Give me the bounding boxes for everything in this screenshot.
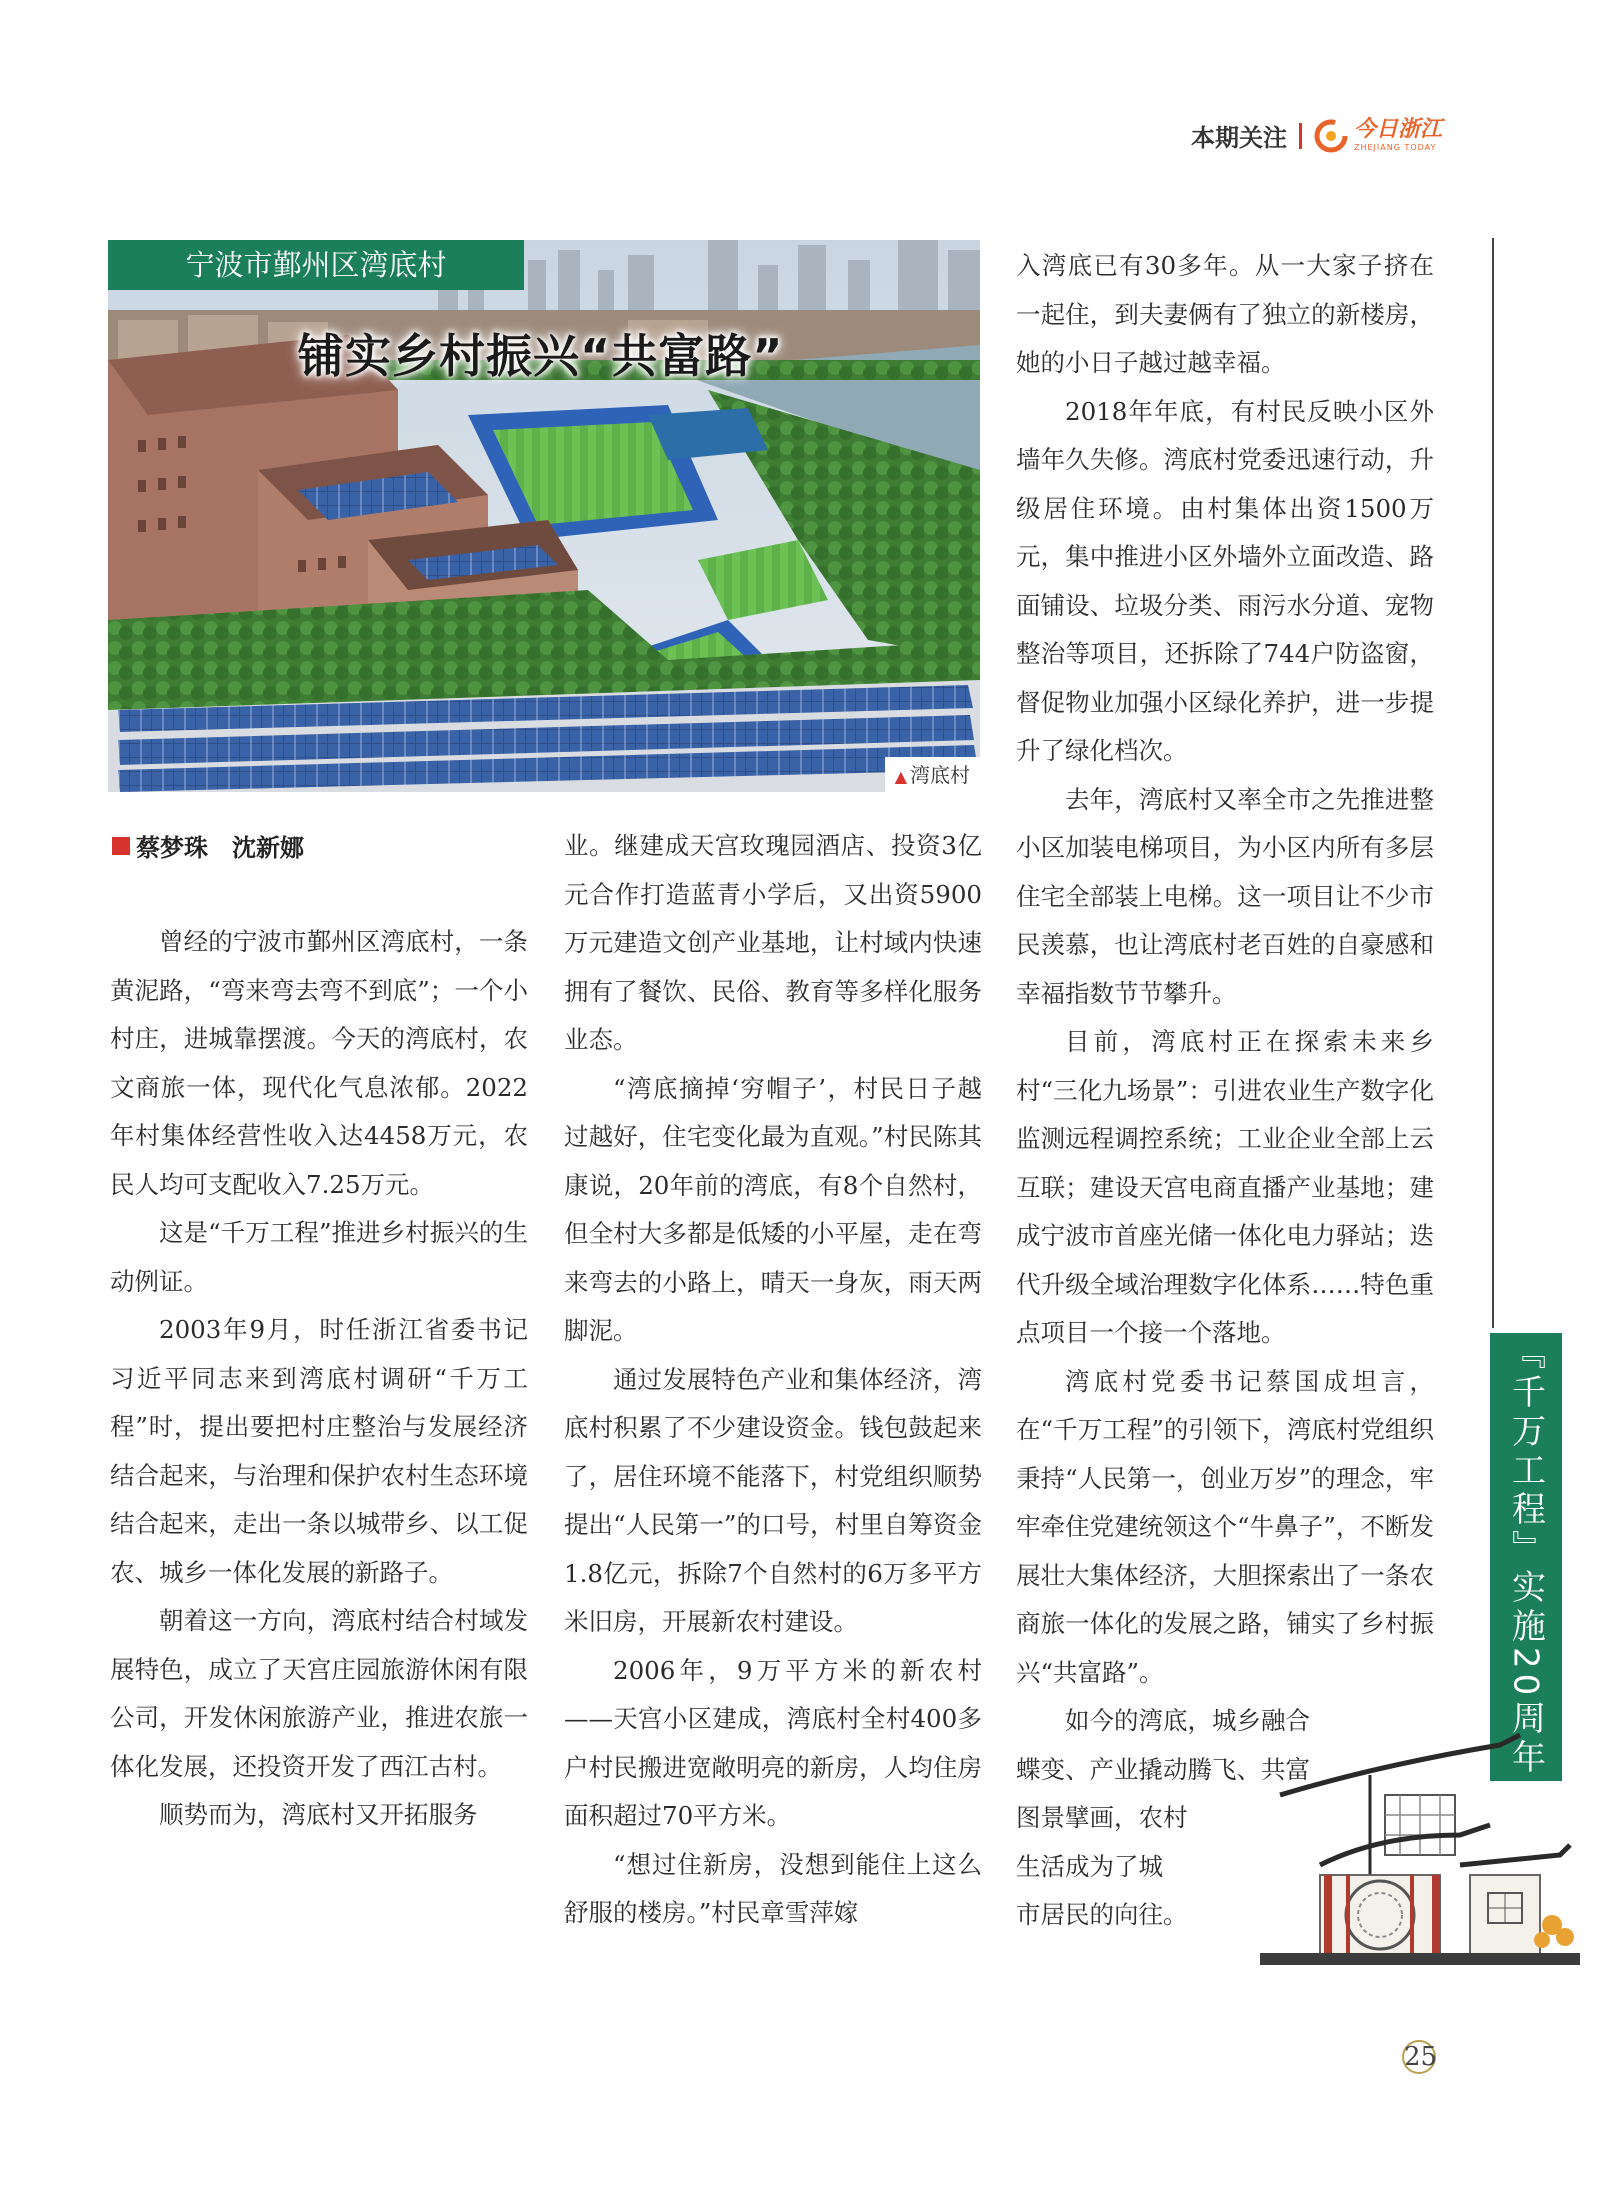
text-column-3 xyxy=(1016,242,1434,1940)
photo-caption-text: 湾底村 xyxy=(910,763,970,787)
paragraph: 去年，湾底村又率全市之先推进整小区加装电梯项目，为小区内所有多层住宅全部装上电梯。这一项目让不少市民羡慕，也让湾底村老百姓的自豪感和幸福指数节节攀升。 xyxy=(1016,784,1434,1008)
paragraph: 这是“千万工程”推进乡村振兴的生动例证。 xyxy=(110,1218,528,1296)
side-banner-text: 『千万工程』实施20周年 xyxy=(1505,1335,1546,1779)
closing-line: 蝶变、产业撬动腾飞、共富 xyxy=(1016,1754,1310,1784)
photo-caption xyxy=(885,757,980,792)
closing-line: 市居民的向往。 xyxy=(1016,1900,1188,1929)
paragraph: 朝着这一方向，湾底村结合村域发展特色，成立了天宫庄园旅游休闲有限公司，开发休闲旅游产业，推进农旅一体化发展，还投资开发了西江古村。 xyxy=(110,1606,528,1781)
triangle-icon: ▲ xyxy=(894,767,907,786)
paragraph: 2003年9月，时任浙江省委书记习近平同志来到湾底村调研“千万工程”时，提出要把村庄整治与发展经济结合起来，与治理和保护农村生态环境结合起来，走出一条以城带乡、以工促农、城乡一体化发展的新路子。 xyxy=(110,1315,528,1587)
brand-name: 今日浙江 xyxy=(1353,117,1442,142)
paragraph: 目前，湾底村正在探索未来乡村“三化九场景”：引进农业生产数字化监测远程调控系统；工业企业全部上云互联；建设天宫电商直播产业基地；建成宁波市首座光储一体化电力驿站；迭代升级全域治理数字化体系……特色重点项目一个接一个落地。 xyxy=(1016,1027,1434,1347)
text-column-2 xyxy=(564,822,982,1938)
paragraph: 通过发展特色产业和集体经济，湾底村积累了不少建设资金。钱包鼓起来了，居住环境不能落下，村党组织顺势提出“人民第一”的口号，村里自筹资金1.8亿元，拆除7个自然村的6万多平方米旧房，开展新农村建设。 xyxy=(564,1364,982,1636)
paragraph: 顺势而为，湾底村又开拓服务 xyxy=(159,1800,478,1829)
byline xyxy=(112,828,304,863)
paragraph: 湾底村党委书记蔡国成坦言，在“千万工程”的引领下，湾底村党组织秉持“人民第一，创业万岁”的理念，牢牢牵住党建统领这个“牛鼻子”，不断发展壮大集体经济，大胆探索出了一条农商旅一体化的发展之路，铺实了乡村振兴“共富路”。 xyxy=(1016,1366,1434,1687)
paragraph: 2018年年底，有村民反映小区外墙年久失修。湾底村党委迅速行动，升级居住环境。由村集体出资1500万元，集中推进小区外墙外立面改造、路面铺设、垃圾分类、雨污水分道、宠物整治等项目，还拆除了744户防盗窗，督促物业加强小区绿化养护，进一步提升了绿化档次。 xyxy=(1016,396,1434,765)
aerial-photo xyxy=(108,240,980,792)
author-names: 蔡梦珠 沈新娜 xyxy=(136,834,304,862)
paragraph: 曾经的宁波市鄞州区湾底村，一条黄泥路，“弯来弯去弯不到底”；一个小村庄，进城靠摆渡。今天的湾底村，农文商旅一体，现代化气息浓郁。2022年村集体经营性收入达4458万元，农民人均可支配收入7.25万元。 xyxy=(110,927,528,1199)
brand-name-en: ZHEJIANG TODAY xyxy=(1353,143,1437,152)
article-title: 铺实乡村振兴“共富路” xyxy=(298,329,784,383)
closing-line: 图景擘画，农村 xyxy=(1016,1803,1188,1832)
paragraph: “想过住新房，没想到能住上这么舒服的楼房。”村民章雪萍嫁 xyxy=(564,1849,982,1927)
red-square-icon xyxy=(112,837,130,855)
closing-line: 生活成为了城 xyxy=(1016,1851,1163,1881)
page-header xyxy=(1191,118,1442,153)
paragraph-continued: 入湾底已有30多年。从一大家子挤在一起住，到夫妻俩有了独立的新楼房，她的小日子越过越幸福。 xyxy=(1016,251,1434,377)
location-tag: 宁波市鄞州区湾底村 xyxy=(108,240,524,290)
side-banner xyxy=(1490,1333,1562,1781)
closing-line: 如今的湾底，城乡融合 xyxy=(1065,1706,1310,1735)
header-divider xyxy=(1299,123,1302,149)
paragraph: “湾底摘掉‘穷帽子’，村民日子越过越好，住宅变化最为直观。”村民陈其康说，20年前的湾底，有8个自然村，但全村大多都是低矮的小平屋，走在弯来弯去的小路上，晴天一身灰，雨天两脚泥。 xyxy=(564,1073,982,1345)
column-rule xyxy=(1492,238,1494,1328)
brand-swirl-icon xyxy=(1314,119,1348,153)
paragraph: 2006年，9万平方米的新农村——天宫小区建成，湾底村全村400多户村民搬进宽敞明亮的新房，人均住房面积超过70平方米。 xyxy=(564,1655,982,1830)
section-label: 本期关注 xyxy=(1190,124,1287,152)
brand-logo xyxy=(1314,119,1442,153)
architecture-illustration xyxy=(1260,1725,1580,1965)
text-column-1 xyxy=(110,918,528,1840)
page-number: 25 xyxy=(1404,2042,1438,2072)
paragraph-continued: 业。继建成天宫玫瑰园酒店、投资3亿元合作打造蓝青小学后，又出资5900万元建造文创产业基地，让村域内快速拥有了餐饮、民俗、教育等多样化服务业态。 xyxy=(564,831,982,1054)
